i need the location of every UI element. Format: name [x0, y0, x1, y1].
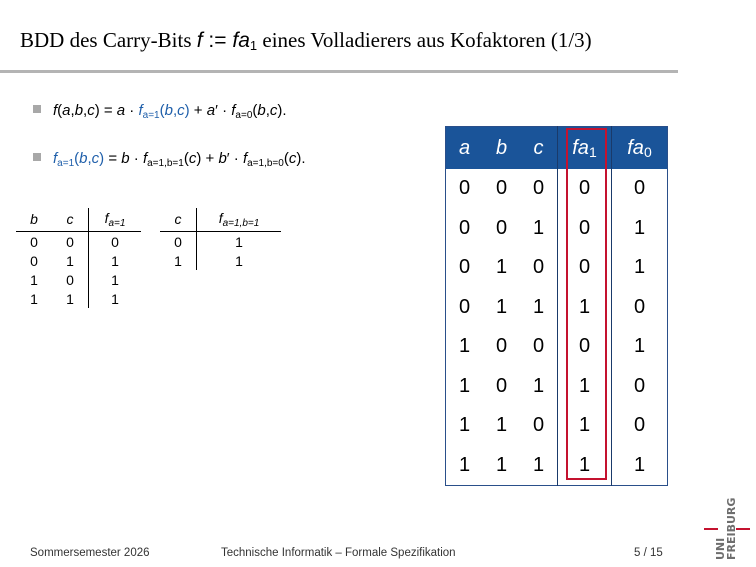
page-title: BDD des Carry-Bits f := $fa_1$ eines Volladierers aus Kofaktoren (1/3) — [20, 28, 592, 53]
header-cell: $fa_1$ — [558, 127, 612, 170]
table-cell: 0 — [612, 406, 668, 446]
table-cell: 0 — [532, 414, 545, 437]
footer-course: Technische Informatik – Formale Spezifikation — [221, 547, 456, 559]
table-row — [446, 406, 668, 446]
table-row — [16, 270, 141, 289]
table-cell: 0 — [66, 271, 74, 288]
header-cell: c — [174, 211, 182, 227]
table-cell: 1 — [612, 209, 668, 249]
table-cell: 1 — [458, 414, 471, 437]
table-cell: 1 — [495, 256, 508, 279]
table-row — [446, 209, 668, 249]
table-cell: 0 — [558, 248, 612, 288]
logo-graphic — [704, 478, 750, 560]
title-underline — [0, 70, 678, 73]
footer-semester: Sommersemester 2026 — [30, 547, 150, 559]
table-cell: 1 — [197, 251, 282, 270]
table-row — [160, 251, 281, 270]
table-cell: 1 — [66, 290, 74, 307]
table-cell: 0 — [495, 177, 508, 200]
header-cell: c — [520, 127, 558, 170]
table-row — [16, 232, 141, 252]
table-cell: 0 — [30, 252, 38, 269]
table-cell: 1 — [532, 374, 545, 397]
header-cell: $f_{a=1}$ — [89, 208, 142, 232]
cofactor-table-a1b1 — [160, 208, 281, 270]
table-cell: 0 — [532, 177, 545, 200]
table-cell: 1 — [458, 374, 471, 397]
table-cell: 0 — [458, 256, 471, 279]
table-cell: 0 — [66, 233, 74, 250]
table-cell: 1 — [558, 446, 612, 486]
table-cell: 0 — [532, 335, 545, 358]
university-logo — [704, 478, 750, 560]
table-cell: 1 — [458, 335, 471, 358]
header-cell: b — [30, 211, 38, 227]
table-cell: 1 — [89, 251, 142, 270]
table-cell: 0 — [558, 327, 612, 367]
table-row — [446, 367, 668, 407]
table-cell: 0 — [532, 256, 545, 279]
table-cell: 0 — [174, 233, 182, 250]
table-cell: 1 — [495, 295, 508, 318]
header-cell: $f_{a=1,b=1}$ — [197, 208, 282, 232]
table-cell: 1 — [495, 414, 508, 437]
table-cell: 1 — [558, 406, 612, 446]
table-cell: 1 — [458, 453, 471, 476]
table-cell: 1 — [30, 290, 38, 307]
table-cell: 1 — [612, 248, 668, 288]
table-cell: 0 — [89, 232, 142, 252]
table-row — [446, 288, 668, 328]
table-row — [446, 169, 668, 209]
table-cell: 1 — [532, 216, 545, 239]
table-cell: 1 — [532, 295, 545, 318]
table-row — [16, 251, 141, 270]
table-cell: 1 — [197, 232, 282, 252]
svg-text:UNI: UNI — [714, 537, 727, 560]
header-cell: $fa_0$ — [612, 127, 668, 170]
table-cell: 1 — [612, 446, 668, 486]
table-cell: 0 — [495, 216, 508, 239]
table-cell: 1 — [495, 453, 508, 476]
header-cell: c — [66, 211, 74, 227]
table-cell: 0 — [612, 169, 668, 209]
table-row — [16, 289, 141, 308]
footer-page-number: 5 / 15 — [634, 547, 663, 559]
table-cell: 0 — [558, 209, 612, 249]
table-cell: 0 — [458, 216, 471, 239]
table-cell: 1 — [89, 270, 142, 289]
table-cell: 1 — [558, 288, 612, 328]
table-cell: 0 — [30, 233, 38, 250]
header-cell: a — [446, 127, 484, 170]
truth-table — [445, 126, 668, 486]
table-cell: 1 — [532, 453, 545, 476]
table-row — [446, 327, 668, 367]
svg-text:FREIBURG: FREIBURG — [725, 497, 738, 560]
table-row — [446, 248, 668, 288]
table-cell: 1 — [30, 271, 38, 288]
table-cell: 0 — [612, 367, 668, 407]
header-cell: b — [483, 127, 520, 170]
table-cell: 0 — [495, 335, 508, 358]
table-cell: 1 — [89, 289, 142, 308]
table-row — [446, 446, 668, 486]
bullet-shannon-b: $f_{a=1}(b,c) = b \cdot f_{a=1,b=1}(c) + b' \cdot f_{a=1,b=0}(c)$. — [33, 150, 306, 169]
bullet-square-icon — [33, 105, 41, 113]
bullet-square-icon — [33, 153, 41, 161]
bullet-shannon-a: $f(a,b,c) = a \cdot f_{a=1}(b,c) + a' \cdot f_{a=0}(b,c)$. — [33, 102, 287, 121]
table-cell: 0 — [558, 169, 612, 209]
table-cell: 1 — [612, 327, 668, 367]
table-cell: 1 — [66, 252, 74, 269]
cofactor-table-a1 — [16, 208, 141, 308]
table-cell: 0 — [458, 295, 471, 318]
table-cell: 0 — [495, 374, 508, 397]
table-cell: 0 — [458, 177, 471, 200]
table-row — [160, 232, 281, 252]
table-cell: 1 — [174, 252, 182, 269]
table-cell: 1 — [558, 367, 612, 407]
table-cell: 0 — [612, 288, 668, 328]
